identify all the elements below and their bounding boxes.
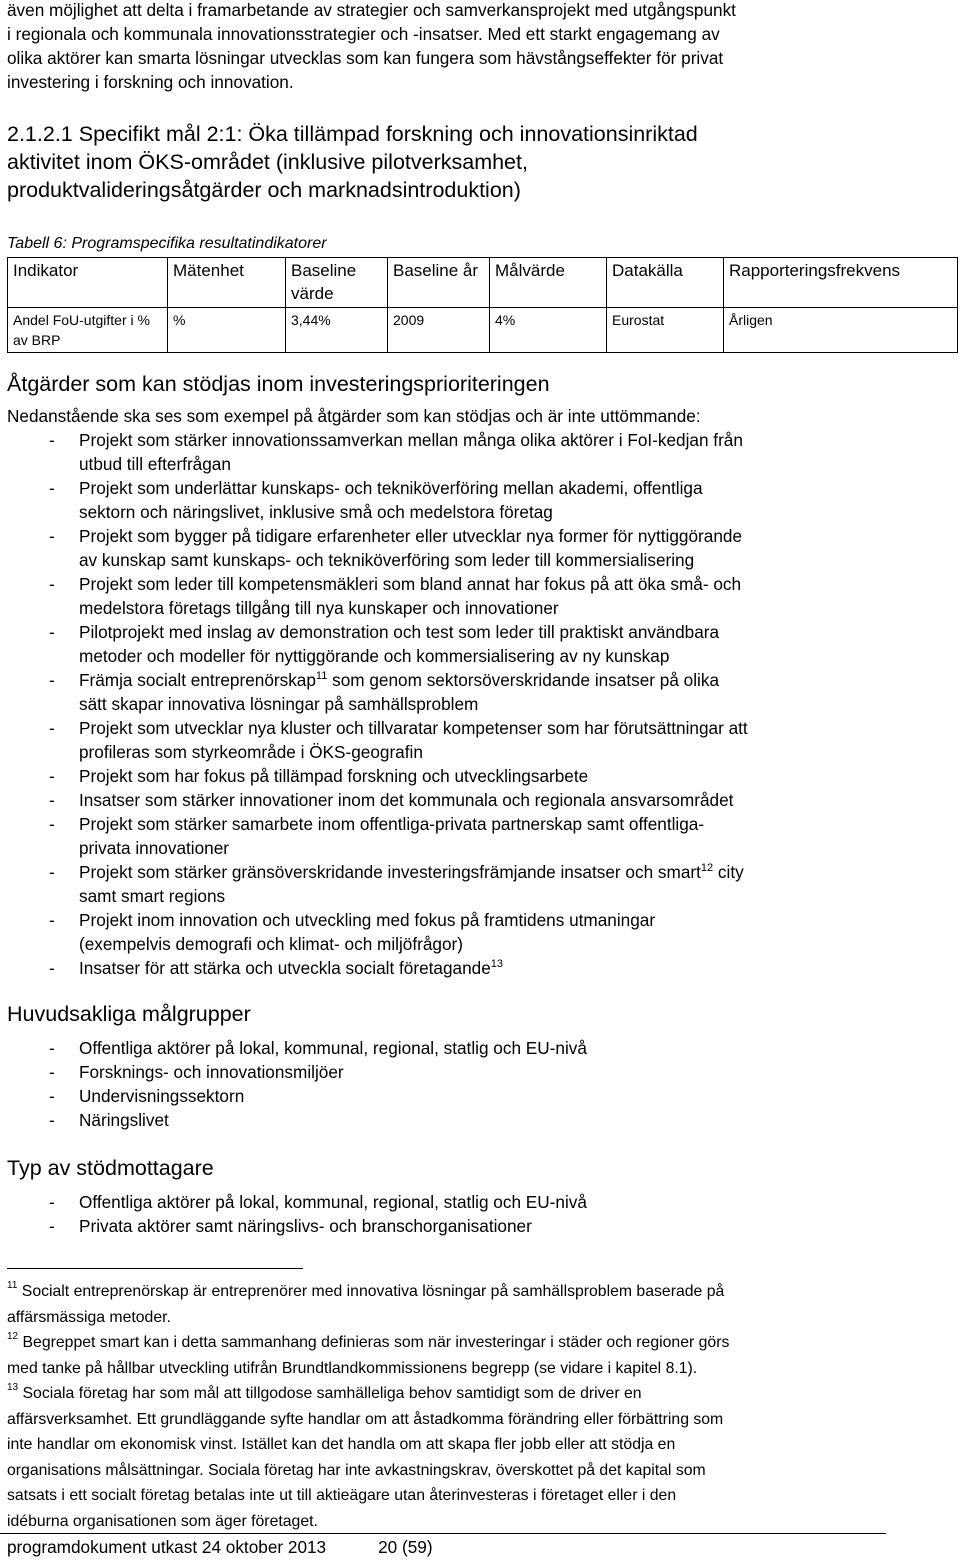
list-item-text: (exempelvis demografi och klimat- och miljöfrågor) [79,934,463,954]
recipients-list [7,1190,952,1238]
list-item-text: utbud till efterfrågan [79,454,231,474]
footnote-text: Begreppet smart kan i detta sammanhang definieras som när investeringar i städer och regioner görs [22,1334,730,1351]
list-item-text: sätt skapar innovativa lösningar på samhällsproblem [79,694,479,714]
dash-bullet: - [49,670,55,690]
intro-paragraph [7,0,952,94]
table-cell: Andel FoU-utgifter i % av BRP [8,308,168,353]
indicator-table [7,257,958,353]
list-item [7,428,952,476]
footnote-text: Sociala företag har som mål att tillgodose samhälleliga behov samtidigt som de driver en [22,1385,642,1402]
list-item [7,1084,952,1108]
table-cell: % [168,308,286,353]
footnote-line: affärsverksamhet. Ett grundläggande syfte handlar om att åstadkomma förändring eller förbättring som [7,1410,724,1428]
list-item-text [79,860,952,884]
footnote-ref: 13 [490,958,504,970]
footnote-line [7,1330,952,1356]
list-item-text: privata innovationer [79,838,230,858]
target-groups-list [7,1036,952,1132]
list-item [7,812,952,860]
target-groups-heading: Huvudsakliga målgrupper [7,1002,251,1026]
footnote-line: satsats i ett socialt företag betalas inte ut till aktieägare utan återinvesteras i företaget eller i den [7,1487,677,1504]
list-item-text: profileras som styrkeområde i ÖKS-geografin [79,742,423,762]
table-caption: Tabell 6: Programspecifika resultatindikatorer [7,235,327,252]
list-item [7,1060,952,1084]
list-item [7,1214,952,1238]
list-item [7,620,952,668]
list-item-text: sektorn och näringslivet, inklusive små och medelstora företag [79,502,553,522]
goal-line: 2.1.2.1 Specifikt mål 2:1: Öka tillämpad forskning och innovationsinriktad [7,122,698,146]
dash-bullet: - [49,1062,55,1082]
list-item [7,908,952,956]
dash-bullet: - [49,862,55,882]
list-item-text: Projekt som stärker innovationssamverkan mellan många olika aktörer i FoI-kedjan från [79,430,743,450]
list-item-text: samt smart regions [79,886,226,906]
table-cell: 3,44% [286,308,388,353]
list-item [7,716,952,764]
measures-lead: Nedanstående ska ses som exempel på åtgärder som kan stödjas och är inte uttömmande: [7,406,701,426]
page-number: 20 (59) [378,1537,433,1557]
dash-bullet: - [49,718,55,738]
header-cell: Mätenhet [168,258,286,308]
list-item-text [79,956,952,980]
list-item-text: medelstora företags tillgång till nya kunskaper och innovationer [79,598,559,618]
specific-goal-heading [7,120,952,204]
list-item-text: Pilotprojekt med inslag av demonstration och test som leder till praktiskt användbara [79,622,720,642]
list-item-text: Projekt som har fokus på tillämpad forskning och utvecklingsarbete [79,766,589,786]
list-item-text: Projekt som utvecklar nya kluster och tillvaratar kompetenser som har förutsättningar att [79,718,748,738]
list-item [7,1036,952,1060]
intro-line: även möjlighet att delta i framarbetande av strategier och samverkansprojekt med utgångspunkt [7,0,736,20]
dash-bullet: - [49,1038,55,1058]
footnote-number: 12 [7,1331,19,1342]
list-item-text: Forsknings- och innovationsmiljöer [79,1062,344,1082]
footnote-number: 13 [7,1382,19,1393]
table-header-row [8,258,958,308]
list-item [7,860,952,908]
list-item-text: Näringslivet [79,1110,169,1130]
list-item-text-part: city [713,862,744,882]
list-item [7,524,952,572]
dash-bullet: - [49,622,55,642]
header-cell: Rapporteringsfrekvens [724,258,958,308]
table-row [8,308,958,353]
list-item-text-part: Insatser för att stärka och utveckla socialt företagande [79,958,491,978]
footnote-line: med tanke på hållbar utveckling utifrån Brundtlandkommissionens begrepp (se vidare i kapitel 8.1). [7,1359,698,1377]
list-item-text: Projekt inom innovation och utveckling med fokus på framtidens utmaningar [79,910,656,930]
intro-line: investering i forskning och innovation. [7,72,294,92]
list-item-text: Projekt som leder till kompetensmäkleri som bland annat har fokus på att öka små- och [79,574,742,594]
dash-bullet: - [49,958,55,978]
list-item-text: Offentliga aktörer på lokal, kommunal, regional, statlig och EU-nivå [79,1038,587,1058]
footnote-line: inte handlar om ekonomisk vinst. Istället kan det handla om att skapa fler jobb eller att stödja en [7,1436,676,1453]
list-item-text: Offentliga aktörer på lokal, kommunal, regional, statlig och EU-nivå [79,1192,587,1212]
dash-bullet: - [49,1086,55,1106]
dash-bullet: - [49,910,55,930]
list-item-text-part: Projekt som stärker gränsöverskridande investeringsfrämjande insatser och smart [79,862,701,882]
goal-line: aktivitet inom ÖKS-området (inklusive pilotverksamhet, [7,150,528,174]
footnote-ref: 12 [700,862,714,874]
header-cell: Indikator [8,258,168,308]
list-item-text: Projekt som stärker samarbete inom offentliga-privata partnerskap samt offentliga- [79,814,705,834]
list-item-text-part: Främja socialt entreprenörskap [79,670,316,690]
dash-bullet: - [49,790,55,810]
header-cell: Baseline år [388,258,490,308]
list-item [7,764,952,788]
dash-bullet: - [49,1110,55,1130]
intro-line: i regionala och kommunala innovationsstrategier och -insatser. Med ett starkt engagemang av [7,24,720,44]
footnote-line: organisations målsättningar. Sociala företag har inte avkastningskrav, överskottet på det kapital som [7,1461,706,1479]
goal-line: produktvalideringsåtgärder och marknadsintroduktion) [7,178,521,202]
recipients-heading: Typ av stödmottagare [7,1156,214,1180]
list-item [7,572,952,620]
footnote-line [7,1381,952,1407]
list-item [7,1108,952,1132]
table-cell: Eurostat [607,308,724,353]
footnote-separator [7,1268,303,1269]
footnote-line: affärsmässiga metoder. [7,1308,171,1326]
dash-bullet: - [49,478,55,498]
measures-heading: Åtgärder som kan stödjas inom investeringsprioriteringen [7,372,550,396]
dash-bullet: - [49,526,55,546]
list-item [7,1190,952,1214]
header-cell: Datakälla [607,258,724,308]
dash-bullet: - [49,1192,55,1212]
list-item [7,476,952,524]
list-item-text [79,668,952,692]
table-cell: 4% [490,308,607,353]
list-item-text: av kunskap samt kunskaps- och tekniköverföring som leder till kommersialisering [79,550,695,570]
list-item [7,956,952,980]
footnote-ref: 11 [315,670,328,682]
footnote-text: Socialt entreprenörskap är entreprenörer med innovativa lösningar på samhällsproblem baserade på [21,1283,725,1300]
list-item [7,668,952,716]
list-item-text: Projekt som underlättar kunskaps- och tekniköverföring mellan akademi, offentliga [79,478,703,498]
list-item-text: Undervisningssektorn [79,1086,245,1106]
dash-bullet: - [49,574,55,594]
footnote-number: 11 [7,1280,18,1291]
list-item-text: metoder och modeller för nyttiggörande och kommersialisering av ny kunskap [79,646,670,666]
list-item-text: Projekt som bygger på tidigare erfarenheter eller utvecklar nya former för nyttiggörande [79,526,743,546]
list-item-text-part: som genom sektorsöverskridande insatser på olika [327,670,720,690]
dash-bullet: - [49,766,55,786]
dash-bullet: - [49,430,55,450]
intro-line: olika aktörer kan smarta lösningar utvecklas som kan fungera som hävstångseffekter för privat [7,48,724,68]
footnotes [7,1279,952,1534]
footer-document-title: programdokument utkast 24 oktober 2013 [7,1537,327,1557]
footnote-line: idéburna organisationen som äger företaget. [7,1512,318,1530]
table-cell: Årligen [724,308,958,353]
table-cell: 2009 [388,308,490,353]
measures-list [7,428,952,980]
dash-bullet: - [49,1216,55,1236]
list-item-text: Privata aktörer samt näringslivs- och branschorganisationer [79,1216,532,1236]
list-item [7,788,952,812]
page-footer [7,1536,433,1558]
dash-bullet: - [49,814,55,834]
footer-separator [0,1533,886,1534]
list-item-text: Insatser som stärker innovationer inom det kommunala och regionala ansvarsområdet [79,790,734,810]
header-cell: Målvärde [490,258,607,308]
footnote-line [7,1279,952,1305]
header-cell: Baseline värde [286,258,388,308]
